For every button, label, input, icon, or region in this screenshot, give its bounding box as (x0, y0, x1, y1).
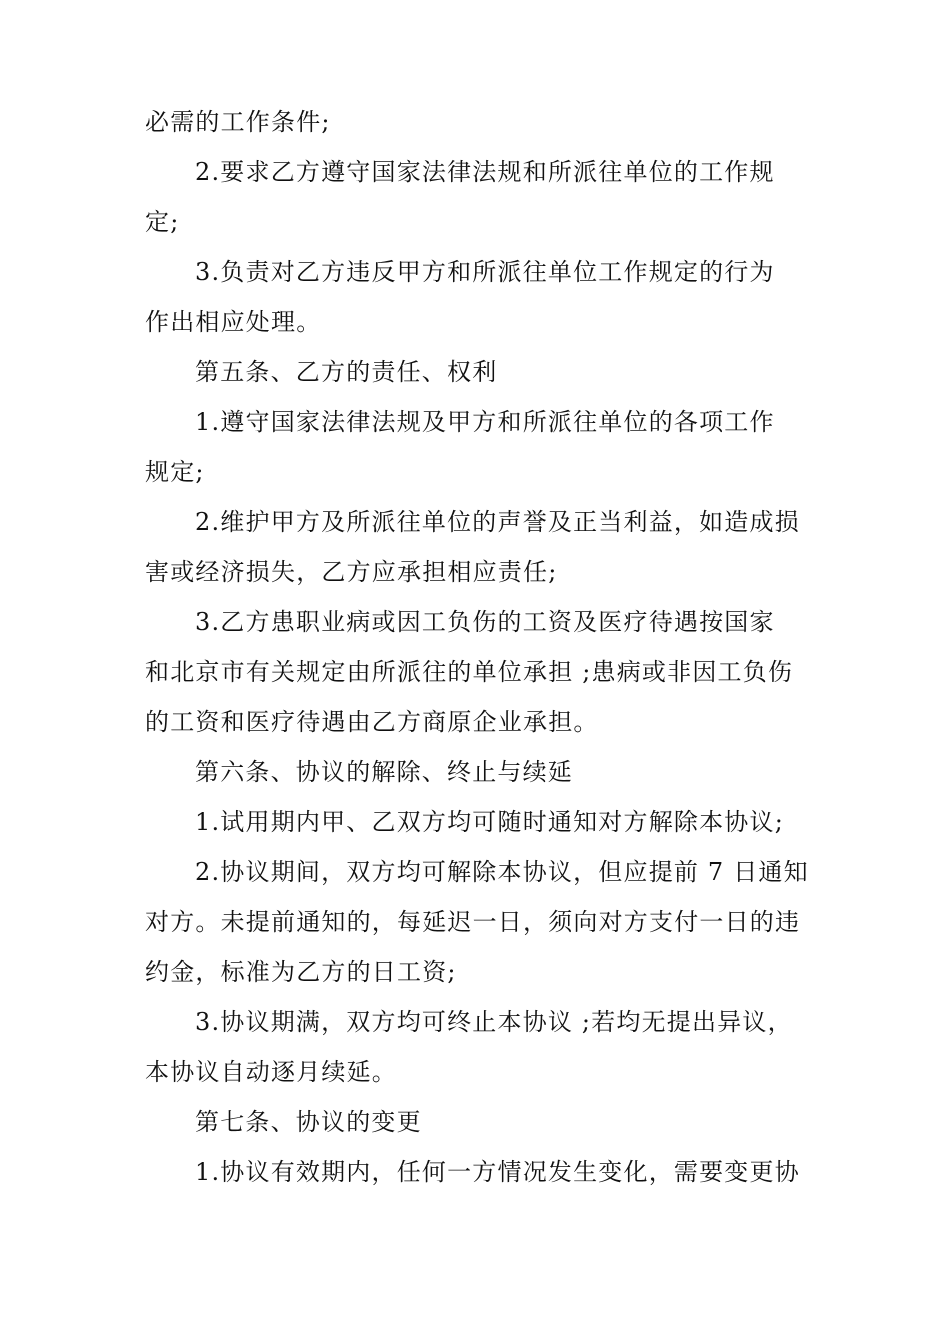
text-line: 害或经济损失，乙方应承担相应责任; (145, 558, 558, 586)
text-line: 2.维护甲方及所派往单位的声誉及正当利益，如造成损 (195, 508, 800, 536)
article-heading: 第五条、乙方的责任、权利 (195, 358, 498, 386)
text-line: 1.协议有效期内，任何一方情况发生变化，需要变更协 (195, 1158, 800, 1186)
text-line: 对方。未提前通知的，每延迟一日，须向对方支付一日的违 (145, 908, 801, 936)
document-body (145, 97, 810, 1197)
text-line: 1.试用期内甲、乙双方均可随时通知对方解除本协议; (195, 808, 784, 836)
text-line: 约金，标准为乙方的日工资; (145, 958, 457, 986)
text-line: 本协议自动逐月续延。 (145, 1058, 397, 1086)
text-line: 作出相应处理。 (145, 308, 322, 336)
text-line: 定; (145, 208, 180, 236)
text-line: 2.要求乙方遵守国家法律法规和所派往单位的工作规 (195, 158, 775, 186)
text-line: 3.乙方患职业病或因工负伤的工资及医疗待遇按国家 (195, 608, 775, 636)
text-line: 规定; (145, 458, 205, 486)
text-line: 和北京市有关规定由所派往的单位承担 ;患病或非因工负伤 (145, 658, 794, 686)
article-heading: 第六条、协议的解除、终止与续延 (195, 758, 573, 786)
text-line: 2.协议期间，双方均可解除本协议，但应提前 7 日通知 (195, 858, 809, 886)
text-line: 3.协议期满，双方均可终止本协议 ;若均无提出异议， (195, 1008, 793, 1036)
text-line: 的工资和医疗待遇由乙方商原企业承担。 (145, 708, 599, 736)
text-line: 必需的工作条件; (145, 108, 331, 136)
text-line: 3.负责对乙方违反甲方和所派往单位工作规定的行为 (195, 258, 775, 286)
article-heading: 第七条、协议的变更 (195, 1108, 422, 1136)
text-line: 1.遵守国家法律法规及甲方和所派往单位的各项工作 (195, 408, 775, 436)
